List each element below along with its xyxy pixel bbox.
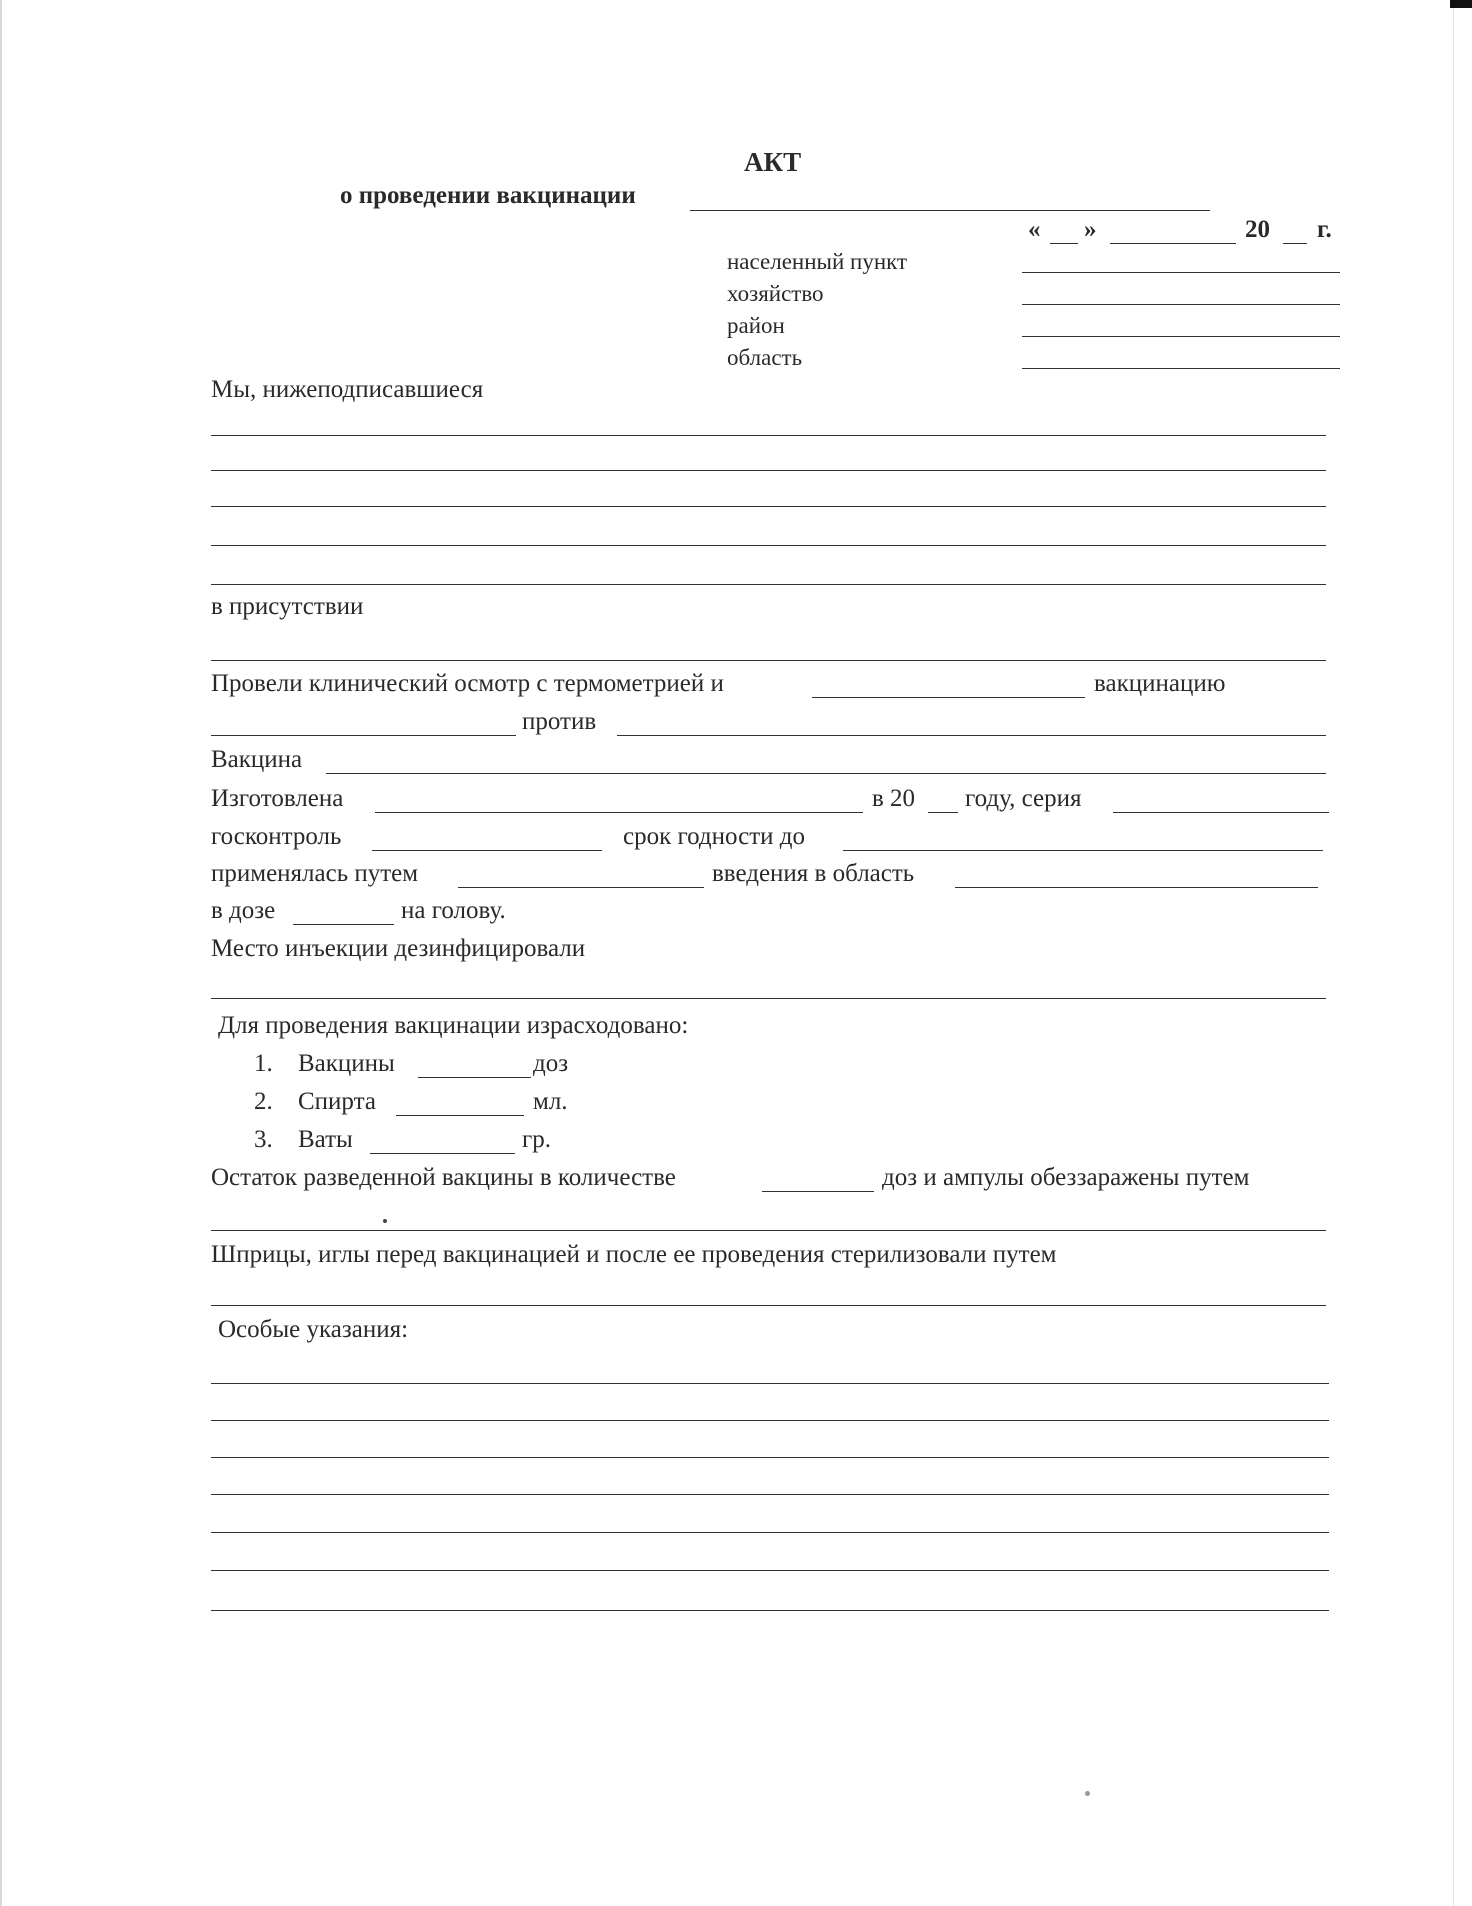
exam-text: Провели клинический осмотр с термометрией и: [211, 670, 724, 697]
remainder-text-2: доз и ампулы обеззаражены путем: [882, 1164, 1250, 1191]
applied-method-line[interactable]: [458, 887, 704, 888]
syringes-text: Шприцы, иглы перед вакцинацией и после ее проведения стерилизовали путем: [211, 1241, 1057, 1268]
made-year-line[interactable]: [928, 812, 958, 813]
date-open-quote: «: [1028, 216, 1041, 243]
consumed-item-alcohol-unit: мл.: [533, 1088, 568, 1115]
consumed-label: Для проведения вакцинации израсходовано:: [218, 1012, 689, 1039]
manufacturer-line[interactable]: [375, 812, 863, 813]
exam-type-line[interactable]: [812, 697, 1085, 698]
farm-label: хозяйство: [727, 281, 824, 306]
signatories-line-5[interactable]: [211, 584, 1326, 585]
signatories-label: Мы, нижеподписавшиеся: [211, 376, 484, 403]
notes-line-5[interactable]: [211, 1532, 1329, 1533]
applied-label: применялась путем: [211, 860, 419, 887]
signatories-line-2[interactable]: [211, 470, 1326, 471]
consumed-alcohol-line[interactable]: [396, 1115, 524, 1116]
region-label: область: [727, 345, 803, 370]
settlement-label: населенный пункт: [727, 249, 908, 274]
remainder-amount-line[interactable]: [762, 1191, 874, 1192]
notes-line-7[interactable]: [211, 1610, 1329, 1611]
vaccination-word: вакцинацию: [1094, 670, 1226, 697]
notes-line-3[interactable]: [211, 1457, 1329, 1458]
presence-label: в присутствии: [211, 593, 364, 620]
date-year-line[interactable]: [1283, 243, 1307, 244]
district-line[interactable]: [1022, 336, 1340, 337]
notes-line-4[interactable]: [211, 1494, 1329, 1495]
consumed-item-alcohol-label: Спирта: [298, 1088, 376, 1115]
scan-edge-left: [0, 0, 2, 1906]
signatories-line-4[interactable]: [211, 545, 1326, 546]
presence-line[interactable]: [211, 660, 1326, 661]
date-year-suffix: г.: [1317, 216, 1332, 243]
vaccine-line[interactable]: [326, 773, 1326, 774]
consumed-item-number: 1.: [254, 1050, 273, 1077]
consumed-item-vaccine-label: Вакцины: [298, 1050, 395, 1077]
date-close-quote: »: [1084, 216, 1097, 243]
made-series-label: году, серия: [965, 785, 1082, 812]
made-label: Изготовлена: [211, 785, 344, 812]
against-disease-line[interactable]: [617, 735, 1326, 736]
consumed-item-vaccine-unit: доз: [533, 1050, 569, 1077]
area-line[interactable]: [955, 887, 1318, 888]
consumed-item-number: 3.: [254, 1126, 273, 1153]
district-label: район: [727, 313, 785, 338]
vaccine-label: Вакцина: [211, 746, 303, 773]
settlement-line[interactable]: [1022, 272, 1340, 273]
date-year-prefix: 20: [1245, 216, 1270, 243]
remainder-method-line[interactable]: [211, 1230, 1326, 1231]
disinfect-line[interactable]: [211, 998, 1326, 999]
per-head-label: на голову.: [401, 897, 506, 924]
notes-line-6[interactable]: [211, 1570, 1329, 1571]
consumed-cotton-line[interactable]: [370, 1153, 515, 1154]
syringes-method-line[interactable]: [211, 1305, 1326, 1306]
date-month-line[interactable]: [1110, 243, 1236, 244]
control-line[interactable]: [372, 850, 602, 851]
dose-label: в дозе: [211, 897, 276, 924]
area-label: введения в область: [712, 860, 915, 887]
remainder-text: Остаток разведенной вакцины в количестве: [211, 1164, 676, 1191]
document-subtitle: о проведении вакцинации: [340, 182, 636, 209]
vaccination-kind-line[interactable]: [211, 735, 516, 736]
signatories-line-1[interactable]: [211, 435, 1326, 436]
expiry-line[interactable]: [843, 850, 1323, 851]
consumed-vaccine-line[interactable]: [418, 1077, 531, 1078]
against-word: против: [522, 708, 597, 735]
consumed-item-cotton-label: Ваты: [298, 1126, 353, 1153]
scan-corner-mark: [1450, 0, 1472, 8]
scan-edge-right: [1453, 0, 1454, 1906]
notes-label: Особые указания:: [218, 1316, 409, 1343]
farm-line[interactable]: [1022, 304, 1340, 305]
dose-line[interactable]: [293, 924, 394, 925]
signatories-line-3[interactable]: [211, 506, 1326, 507]
made-year-prefix: в 20: [872, 785, 916, 812]
consumed-item-cotton-unit: гр.: [522, 1126, 552, 1153]
disinfect-label: Место инъекции дезинфицировали: [211, 935, 586, 962]
series-line[interactable]: [1113, 812, 1329, 813]
notes-line-1[interactable]: [211, 1383, 1329, 1384]
document-title: АКТ: [744, 147, 802, 177]
expiry-label: срок годности до: [623, 823, 805, 850]
vaccination-subject-line[interactable]: [690, 210, 1210, 211]
scan-speck: [1085, 1791, 1090, 1796]
control-label: госконтроль: [211, 823, 342, 850]
region-line[interactable]: [1022, 368, 1340, 369]
notes-line-2[interactable]: [211, 1420, 1329, 1421]
scan-speck: [383, 1219, 387, 1223]
consumed-item-number: 2.: [254, 1088, 273, 1115]
date-day-line[interactable]: [1050, 243, 1078, 244]
